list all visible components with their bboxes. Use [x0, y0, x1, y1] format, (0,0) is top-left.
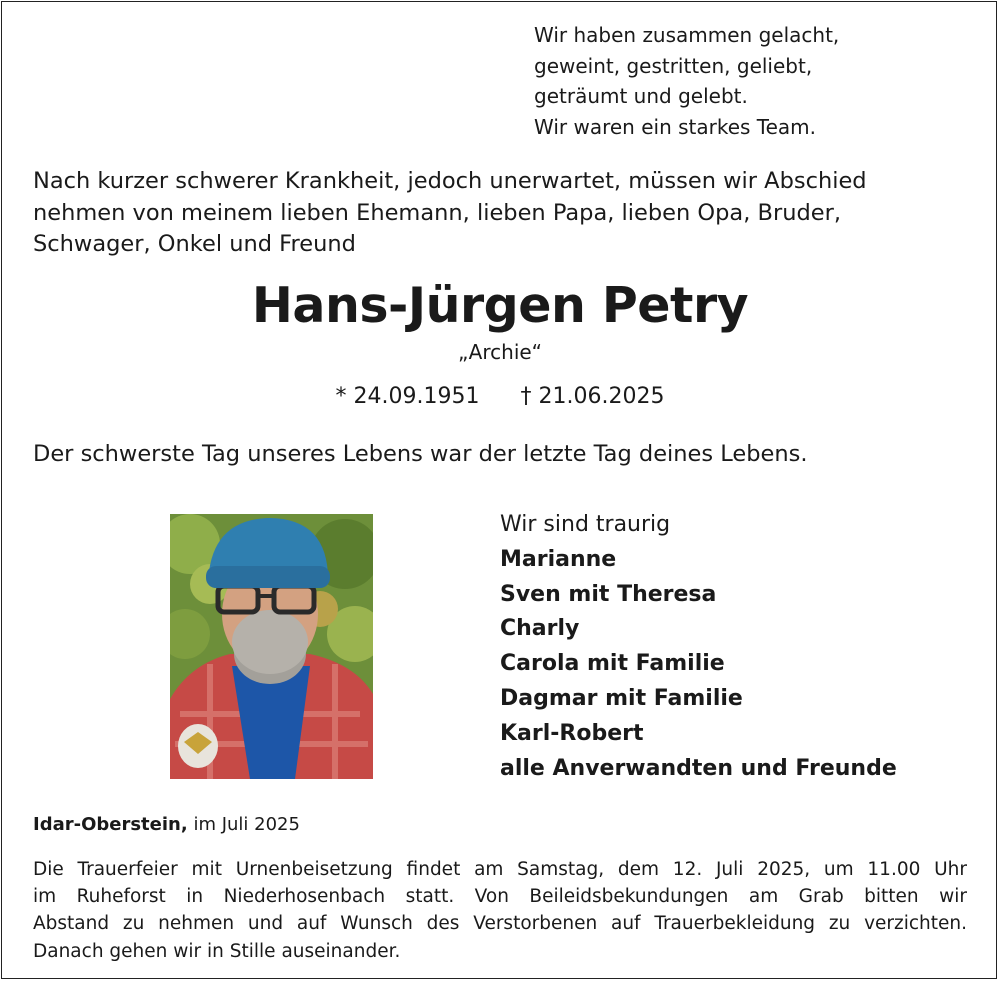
place-city: Idar-Oberstein, [33, 814, 188, 835]
poem-line: geweint, gestritten, geliebt, [534, 53, 813, 78]
life-dates [0, 381, 1000, 413]
mourners-list [500, 508, 897, 786]
mourner-name: Sven mit Theresa [500, 581, 717, 607]
info-line: Abstand zu nehmen und auf Wunsch des Verstorbenen auf Trauerbekleidung zu verzichten. [33, 913, 967, 935]
mourner-name: Charly [500, 616, 580, 642]
place-month: im Juli 2025 [193, 814, 300, 835]
mourner-name: Marianne [500, 546, 617, 572]
mourner-name: Carola mit Familie [500, 651, 725, 677]
info-line: Die Trauerfeier mit Urnenbeisetzung findet am Samstag, dem 12. Juli 2025, um 11.00 Uhr [33, 859, 967, 880]
death-date: † 21.06.2025 [520, 384, 665, 409]
info-line: Danach gehen wir in Stille auseinander. [33, 940, 401, 962]
intro-line: Schwager, Onkel und Freund [33, 231, 356, 257]
deceased-name: Hans-Jürgen Petry [251, 277, 749, 334]
intro-text [33, 166, 973, 261]
poem-line: Wir waren ein starkes Team. [534, 114, 817, 139]
intro-line: Nach kurzer schwerer Krankheit, jedoch unerwartet, müssen wir Abschied [33, 168, 867, 194]
place-date [33, 811, 300, 839]
intro-line: nehmen von meinem lieben Ehemann, lieben Papa, lieben Opa, Bruder, [33, 199, 841, 226]
motto: Der schwerste Tag unseres Lebens war der letzte Tag deines Lebens. [33, 441, 808, 467]
poem [534, 20, 839, 142]
deceased-nickname: „Archie“ [457, 340, 543, 364]
mourner-name: Dagmar mit Familie [500, 685, 743, 711]
birth-date: * 24.09.1951 [335, 384, 480, 409]
mourner-name: Karl-Robert [500, 720, 644, 746]
info-line: im Ruheforst in Niederhosenbach statt. Von Beileidsbekundungen am Grab bitten wir [33, 886, 967, 908]
poem-line: Wir haben zusammen gelacht, [534, 23, 840, 47]
poem-line: geträumt und gelebt. [534, 84, 748, 108]
portrait-photo [170, 514, 373, 779]
ceremony-info [33, 856, 967, 965]
mourner-name: alle Anverwandten und Freunde [500, 755, 897, 781]
mourners-heading: Wir sind traurig [500, 512, 671, 537]
